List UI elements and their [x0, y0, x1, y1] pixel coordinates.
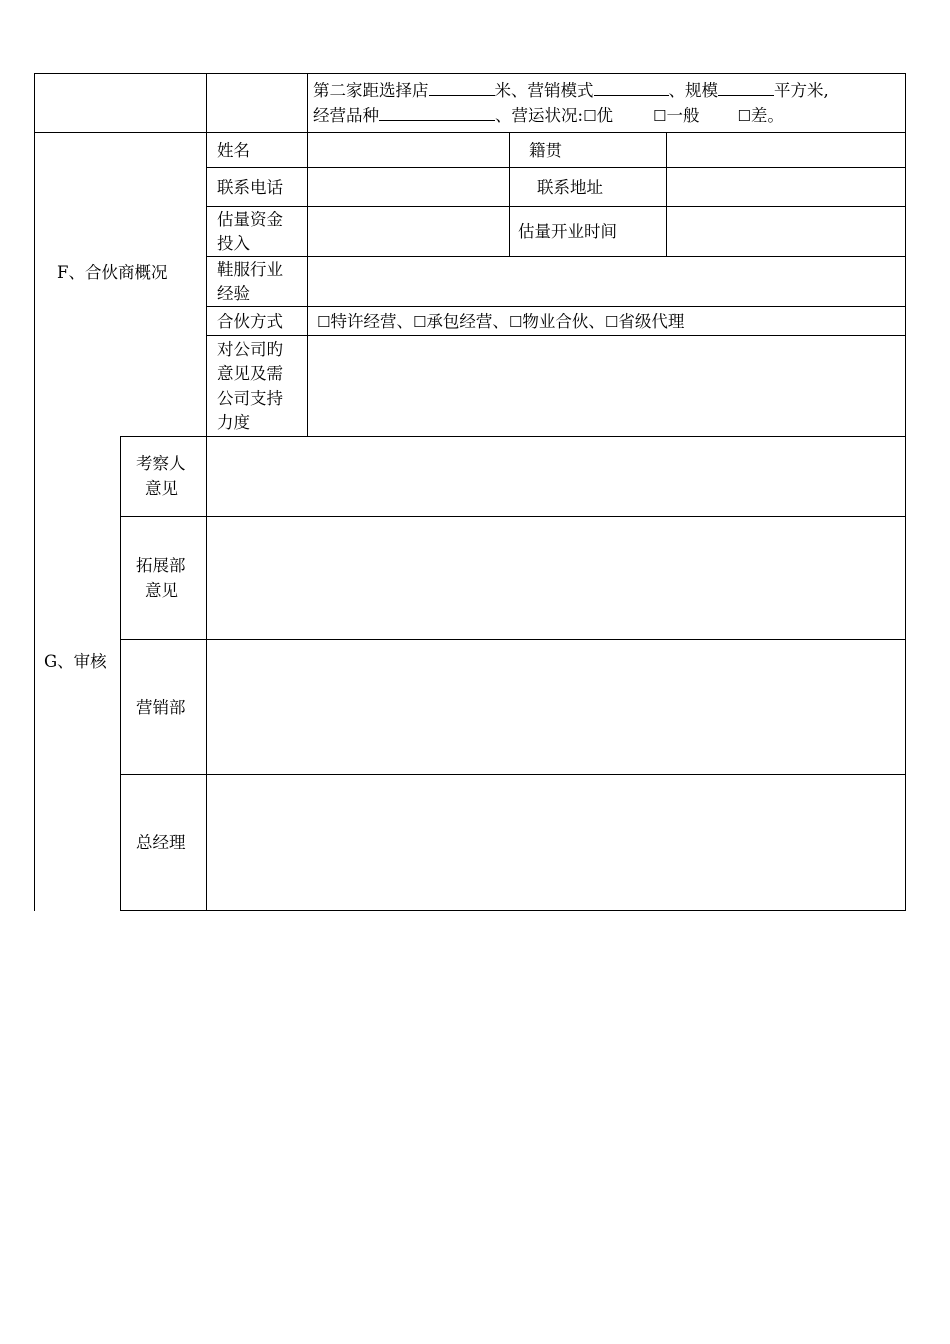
inspector-opinion-label: 意见	[145, 479, 178, 498]
phone-label: 联系电话	[217, 178, 283, 197]
scale-blank[interactable]	[718, 78, 774, 96]
col-divider	[509, 132, 510, 257]
store-info-text: 经营品种	[313, 106, 379, 125]
marketing-dept-label: 营销部	[136, 698, 186, 717]
opening-time-label: 估量开业时间	[518, 222, 617, 241]
experience-field[interactable]	[308, 257, 905, 306]
checkbox[interactable]: ☐	[604, 313, 619, 331]
opinion-field[interactable]	[308, 336, 905, 436]
hometown-field[interactable]	[667, 133, 905, 167]
store-info-text: 、营运状况:	[495, 106, 584, 125]
hometown-label: 籍贯	[529, 141, 562, 160]
col-divider	[120, 436, 121, 911]
store-info-text: 、规模	[668, 81, 718, 100]
product-variety-blank[interactable]	[379, 103, 495, 121]
expansion-dept-label: 意见	[145, 581, 178, 600]
status-option-label: 差。	[750, 106, 784, 125]
row-divider	[206, 306, 906, 307]
general-manager-field[interactable]	[207, 775, 905, 910]
store-info-text: 平方米,	[774, 81, 829, 100]
marketing-dept-field[interactable]	[207, 640, 905, 774]
experience-label: 鞋服行业	[217, 260, 283, 279]
partnership-option-label: 特许经营、	[330, 312, 413, 331]
opinion-label: 公司支持	[217, 389, 283, 408]
address-label: 联系地址	[537, 178, 603, 197]
inspector-opinion-field[interactable]	[207, 437, 905, 516]
general-manager-label: 总经理	[136, 833, 186, 852]
checkbox[interactable]: ☐	[412, 313, 427, 331]
store-info-text: 第二家距选择店	[313, 81, 429, 100]
address-field[interactable]	[667, 168, 905, 206]
partnership-label: 合伙方式	[217, 312, 283, 331]
col-divider	[307, 73, 308, 133]
checkbox[interactable]: ☐	[317, 313, 331, 331]
marketing-mode-blank[interactable]	[594, 78, 669, 96]
store-info-text: 米、营销模式	[494, 81, 594, 100]
experience-label: 经验	[217, 284, 250, 303]
checkbox[interactable]: ☐	[653, 107, 667, 125]
phone-field[interactable]	[308, 168, 509, 206]
capital-label: 投入	[217, 234, 250, 253]
capital-field[interactable]	[308, 207, 509, 256]
expansion-dept-label: 拓展部	[136, 556, 186, 575]
store-info-line-2	[313, 103, 784, 129]
checkbox[interactable]: ☐	[508, 313, 523, 331]
section-f-title: F、合伙商概况	[57, 263, 168, 282]
capital-label: 估量资金	[217, 210, 283, 229]
section-g-title: G、审核	[44, 652, 107, 671]
table-border-right	[905, 73, 906, 911]
opinion-label: 力度	[217, 413, 250, 432]
store-info-line-1	[313, 78, 829, 103]
status-option-label: 优	[596, 106, 614, 125]
partnership-option-label: 省级代理	[618, 312, 685, 331]
checkbox[interactable]: ☐	[583, 107, 597, 125]
inspector-opinion-label: 考察人	[136, 454, 186, 473]
opinion-label: 意见及需	[217, 364, 283, 383]
checkbox[interactable]: ☐	[737, 107, 751, 125]
status-option-label: 一般	[666, 106, 700, 125]
distance-blank[interactable]	[429, 78, 495, 96]
opening-time-field[interactable]	[667, 207, 905, 256]
opinion-label: 对公司旳	[217, 340, 283, 359]
partnership-option-label: 物业合伙、	[522, 312, 605, 331]
name-label: 姓名	[217, 141, 250, 160]
name-field[interactable]	[308, 133, 509, 167]
expansion-dept-field[interactable]	[207, 517, 905, 639]
table-border-bottom	[120, 910, 906, 911]
partnership-option-label: 承包经营、	[426, 312, 509, 331]
table-border-left	[34, 73, 35, 911]
partnership-options	[317, 309, 684, 335]
table-border-top	[34, 73, 906, 74]
